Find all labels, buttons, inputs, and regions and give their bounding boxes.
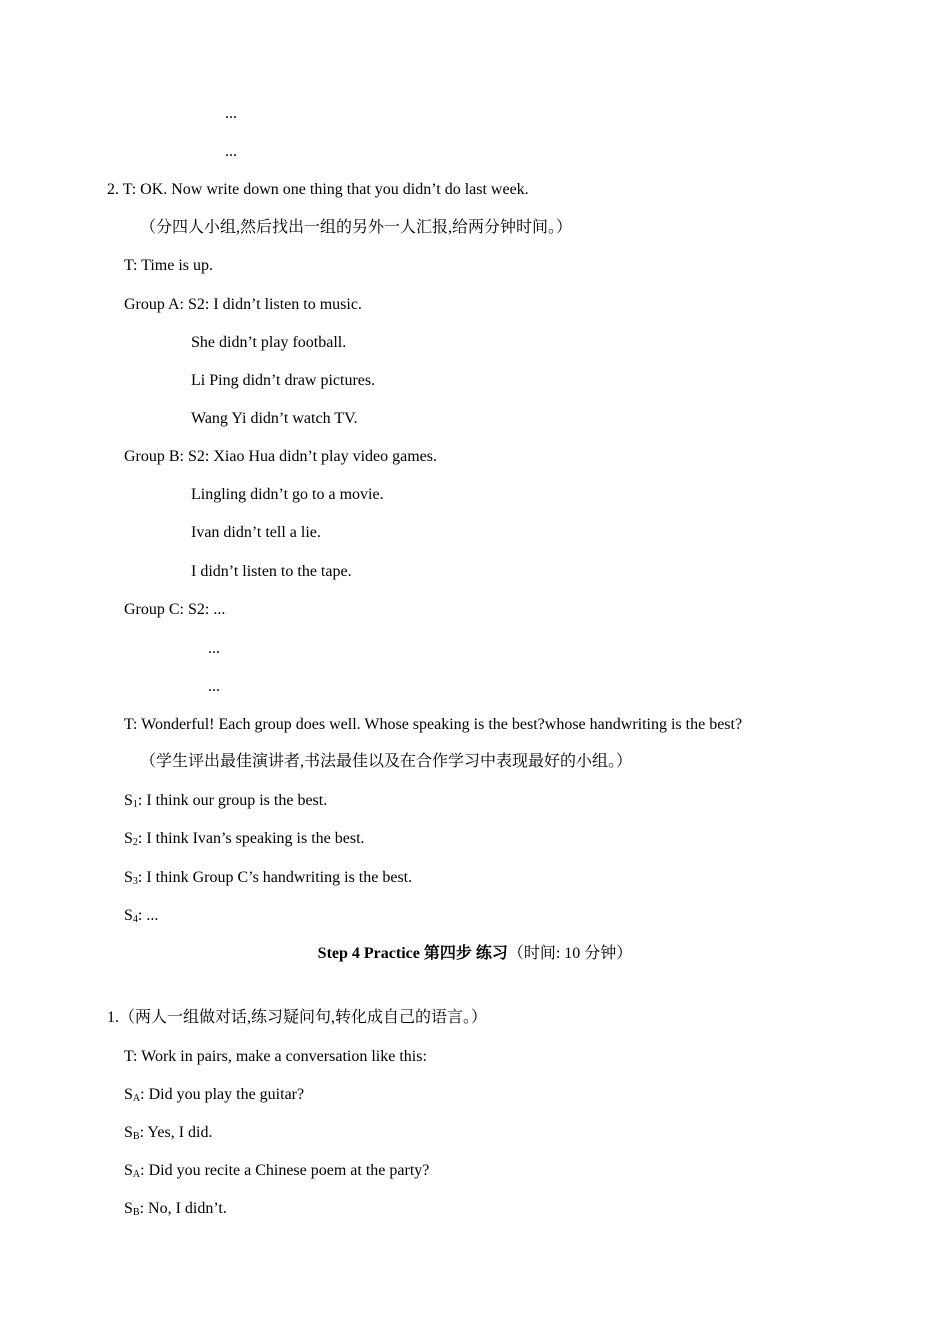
speaker-subscript: 4 (132, 914, 138, 925)
practice-item-1 (107, 1008, 487, 1028)
item-2 (107, 180, 529, 200)
speaker-label: S (124, 792, 133, 809)
speaker-label: S (124, 1162, 133, 1179)
ellipsis-line: ... (225, 143, 237, 160)
speaker-label: S (124, 907, 133, 924)
teacher-line: T: Work in pairs, make a conversation like this: (124, 1048, 427, 1065)
group-a-line: Li Ping didn’t draw pictures. (191, 372, 376, 389)
group-b-line: Lingling didn’t go to a movie. (191, 486, 384, 503)
item-number: 2. (107, 181, 119, 198)
student-text: : ... (137, 907, 159, 924)
dialog-text: : Did you play the guitar? (140, 1086, 305, 1103)
student-line (124, 829, 365, 849)
speaker-subscript: 3 (132, 876, 138, 887)
speaker-subscript: A (132, 1093, 141, 1104)
group-b-line: Ivan didn’t tell a lie. (191, 524, 321, 541)
group-a-line: Wang Yi didn’t watch TV. (191, 410, 358, 427)
speaker-label: S (124, 830, 133, 847)
chinese-note: （两人一组做对话,练习疑问句,转化成自己的语言。） (119, 1009, 488, 1026)
group-c-line: ... (208, 678, 220, 695)
ellipsis-line: ... (225, 105, 237, 122)
group-c-line: ... (208, 640, 220, 657)
group-a-line: She didn’t play football. (191, 334, 347, 351)
teacher-line: T: Wonderful! Each group does well. Whose speaking is the best?whose handwriting is the best? (124, 716, 743, 733)
student-line (124, 791, 327, 811)
dialog-line (124, 1123, 212, 1143)
speaker-subscript: 1 (132, 799, 138, 810)
teacher-line: T: Time is up. (124, 257, 214, 274)
item-text: T: OK. Now write down one thing that you didn’t do last week. (122, 181, 529, 198)
speaker-label: S (124, 1124, 133, 1141)
student-line (124, 906, 158, 926)
speaker-label: S (124, 1086, 133, 1103)
student-text: : I think Ivan’s speaking is the best. (137, 830, 365, 847)
item-number: 1. (107, 1009, 119, 1026)
chinese-note: （学生评出最佳演讲者,书法最佳以及在合作学习中表现最好的小组。） (140, 753, 633, 770)
dialog-line (124, 1085, 304, 1105)
dialog-line (124, 1161, 429, 1181)
dialog-line (124, 1199, 227, 1219)
dialog-text: : Yes, I did. (139, 1124, 213, 1141)
speaker-subscript: B (132, 1131, 140, 1142)
dialog-text: : No, I didn’t. (139, 1200, 227, 1217)
step-4-heading (0, 944, 950, 964)
student-text: : I think Group C’s handwriting is the best. (137, 869, 413, 886)
chinese-note: （分四人小组,然后找出一组的另外一人汇报,给两分钟时间。） (140, 219, 573, 236)
student-line (124, 868, 412, 888)
speaker-subscript: B (132, 1207, 140, 1218)
speaker-subscript: 2 (132, 837, 138, 848)
group-b-line: I didn’t listen to the tape. (191, 563, 352, 580)
group-b-line: Group B: S2: Xiao Hua didn’t play video games. (124, 448, 437, 465)
speaker-subscript: A (132, 1169, 141, 1180)
student-text: : I think our group is the best. (137, 792, 328, 809)
step-4-title: Step 4 Practice 第四步 练习 (317, 945, 508, 962)
group-a-line: Group A: S2: I didn’t listen to music. (124, 296, 362, 313)
step-4-duration: （时间: 10 分钟） (507, 945, 633, 962)
speaker-label: S (124, 1200, 133, 1217)
group-c-line: Group C: S2: ... (124, 601, 226, 618)
speaker-label: S (124, 869, 133, 886)
dialog-text: : Did you recite a Chinese poem at the party? (140, 1162, 430, 1179)
